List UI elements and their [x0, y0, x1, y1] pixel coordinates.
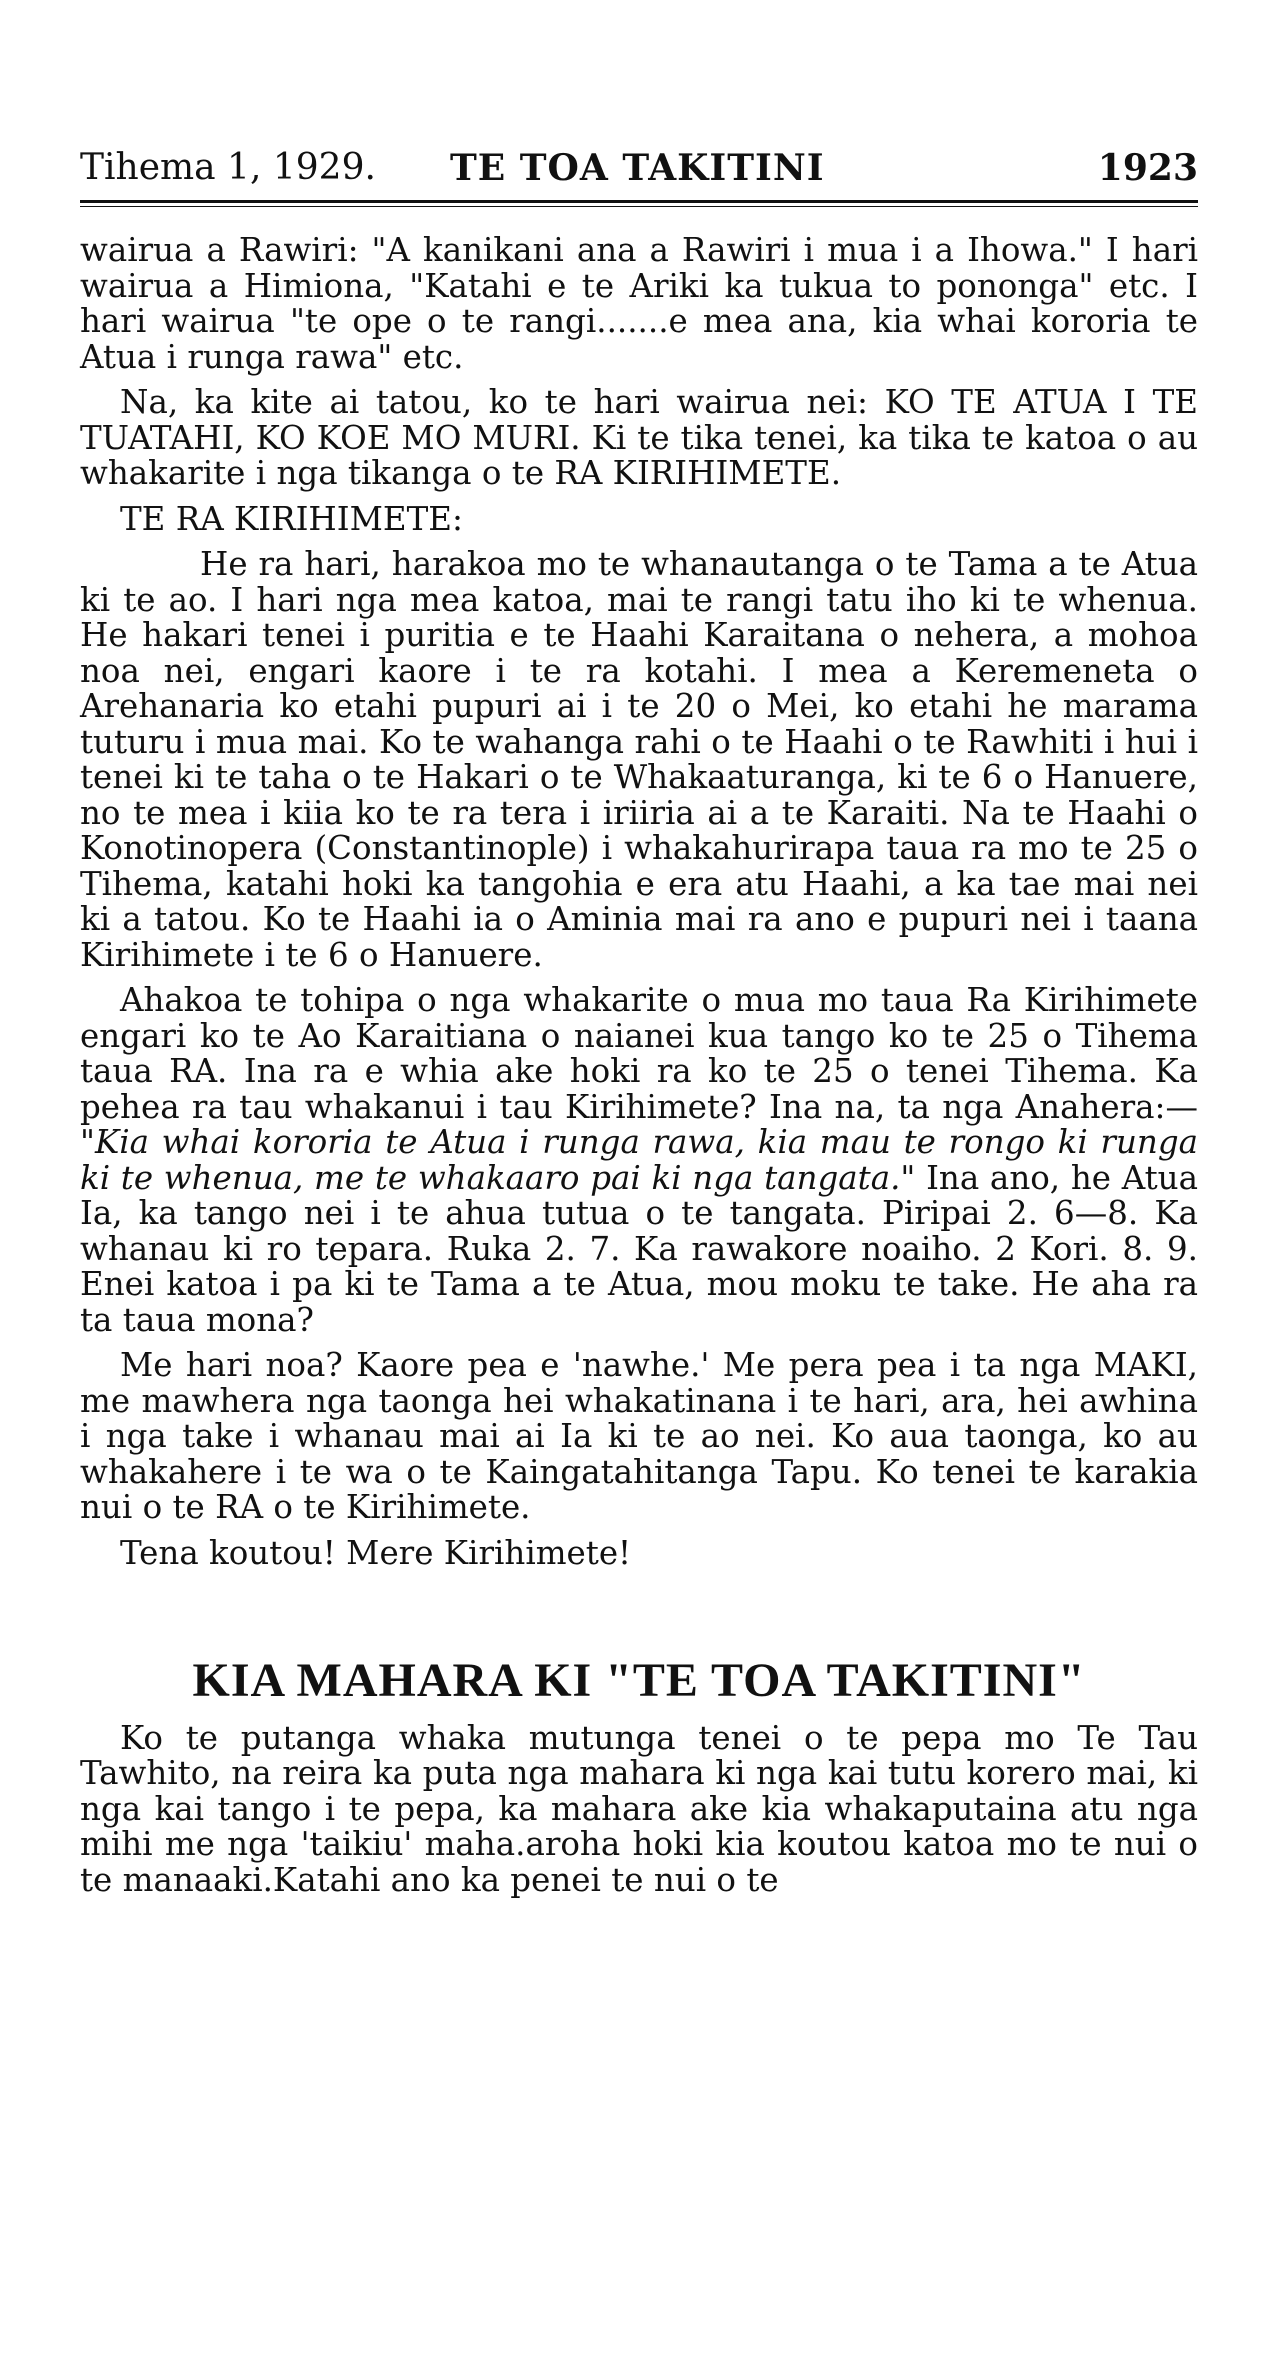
section-heading: KIA MAHARA KI "TE TOA TAKITINI" [192, 1654, 1086, 1707]
page-header [80, 147, 1198, 196]
page-number: 1923 [1097, 147, 1198, 189]
paragraph [80, 983, 1198, 1338]
paragraph-text: Ahakoa te tohipa o nga whakarite o mua mo taua Ra Kirihimete engari ko te Ao Karaitiana o naianei kua tango ko te 25 o Tihema taua RA. Ina ra e whia ake hoki ra ko te 25 o tenei Tihema. Ka pehea ra tau whakanui i tau Kirihimete? Ina na, ta nga Anahera:— [80, 981, 1198, 1126]
angels-quote: "Kia whai kororia te Atua i runga rawa, kia mau te rongo ki runga ki te whenua, me te whakaaro pai ki nga tangata." [80, 1123, 1198, 1197]
header-rule-thin [80, 206, 1198, 207]
article-body [80, 233, 1198, 1898]
issue-date: Tihema 1, 1929. [80, 147, 376, 188]
subheading: TE RA KIRIHIMETE: [120, 499, 463, 538]
signoff: Tena koutou! Mere Kirihimete! [120, 1533, 632, 1572]
paragraph-continued: wairua a Rawiri: "A kanikani ana a Rawiri i mua i a Ihowa." I hari wairua a Himiona, "Katahi e te Ariki ka tukua to pononga" etc. I hari wairua "te ope o te rangi.......e mea ana, kia whai kororia te Atua i runga rawa" etc. [80, 231, 1198, 376]
paragraph: He ra hari, harakoa mo te whanautanga o te Tama a te Atua ki te ao. I hari nga mea katoa, mai te rangi tatu iho ki te whenua. He hakari tenei i puritia e te Haahi Karaitana o nehera, a mohoa noa nei, engari kaore i te ra kotahi. I mea a Keremeneta o Arehanaria ko etahi pupuri ai i te 20 o Mei, ko etahi he marama tuturu i mua mai. Ko te wahanga rahi o te Haahi o te Rawhiti i hui i tenei ki te taha o te Hakari o te Whakaaturanga, ki te 6 o Hanuere, no te mea i kiia ko te ra tera i iriiria ai a te Karaiti. Na te Haahi o Konotinopera (Constantinople) i whakahurirapa taua ra mo te 25 o Tihema, katahi hoki ka tangohia e era atu Haahi, a ka tae mai nei ki a tatou. Ko te Haahi ia o Aminia mai ra ano e pupuri nei i taana Kirihimete i te 6 o Hanuere. [80, 545, 1198, 974]
paragraph: Me hari noa? Kaore pea e 'nawhe.' Me pera pea i ta nga MAKI, me mawhera nga taonga hei whakatinana i te hari, ara, hei awhina i nga take i whanau mai ai Ia ki te ao nei. Ko aua taonga, ko au whakahere i te wa o te Kaingatahitanga Tapu. Ko tenei te karakia nui o te RA o te Kirihimete. [80, 1346, 1198, 1526]
header-rule [80, 200, 1198, 203]
paragraph-text: Ina ano, he Atua Ia, ka tango nei i te ahua tutua o te tangata. Piripai 2. 6—8. Ka whanau ki ro tepara. Ruka 2. 7. Ka rawakore noaiho. 2 Kori. 8. 9. Enei katoa i pa ki te Tama a te Atua, mou moku te take. He aha ra ta taua mona? [80, 1158, 1198, 1339]
publication-title: TE TOA TAKITINI [450, 147, 825, 189]
newspaper-page [80, 147, 1198, 1908]
paragraph: Na, ka kite ai tatou, ko te hari wairua nei: KO TE ATUA I TE TUATAHI, KO KOE MO MURI. Ki te tika tenei, ka tika te katoa o au whakarite i nga tikanga o te RA KIRIHIMETE. [80, 383, 1198, 492]
paragraph: Ko te putanga whaka mutunga tenei o te pepa mo Te Tau Tawhito, na reira ka puta nga mahara ki nga kai tutu korero mai, ki nga kai tango i te pepa, ka mahara ake kia whakaputaina atu nga mihi me nga 'taikiu' maha.aroha hoki kia koutou katoa mo te nui o te manaaki.Katahi ano ka penei te nui o te [80, 1718, 1198, 1899]
